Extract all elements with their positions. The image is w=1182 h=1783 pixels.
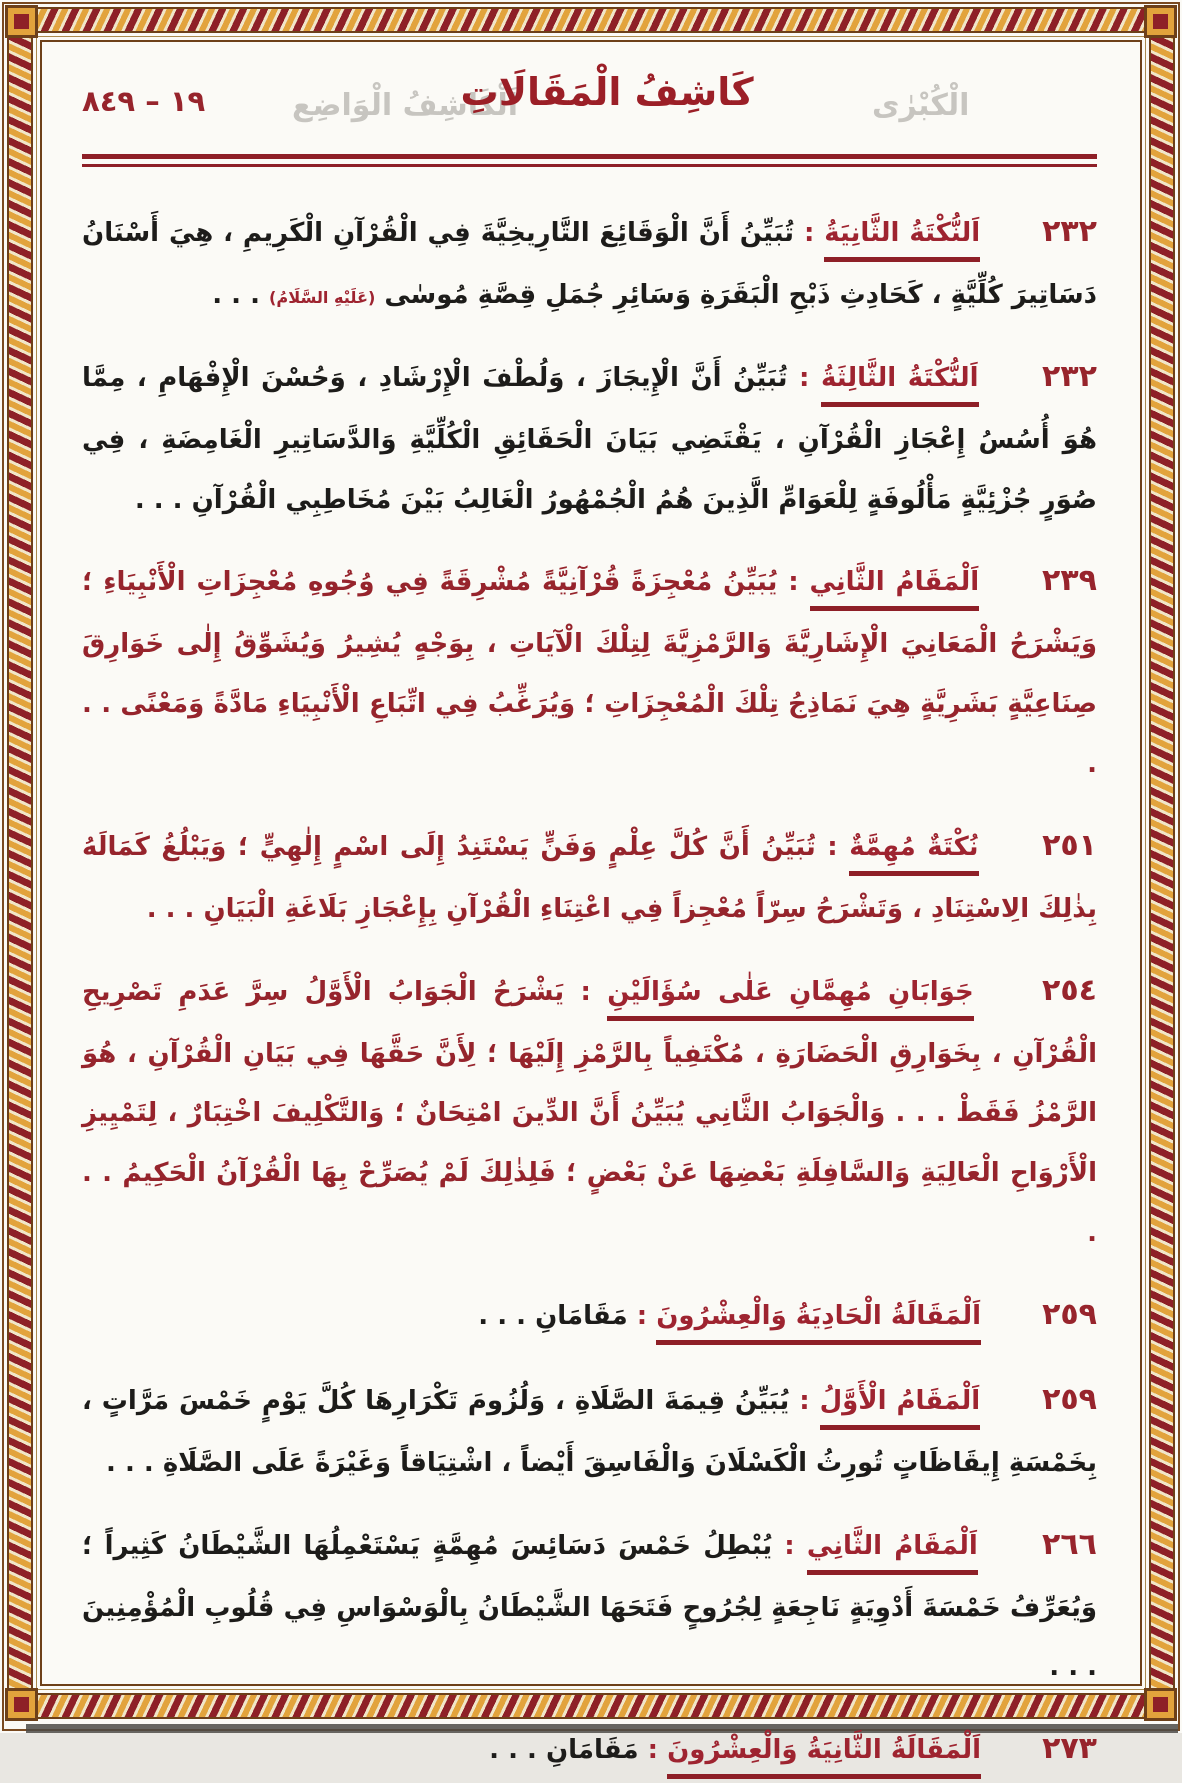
toc-entry	[82, 811, 1097, 940]
entry-number: ٢٣٩	[1042, 563, 1097, 599]
entry-colon: :	[787, 362, 821, 393]
entries-list	[82, 197, 1097, 1783]
entry-paragraph	[82, 342, 1097, 531]
entry-text-segment: يُبْطِلُ خَمْسَ دَسَائِسَ مُهِمَّةٍ يَسْتَعْمِلُهَا الشَّيْطَانُ كَثِيراً ؛ وَيُعَرِّفُ خَمْسَةَ أَدْوِيَةٍ نَاجِعَةٍ لِجُرُوحٍ فَتَحَهَا الشَّيْطَانُ بِالْوَسْوَاسِ فِي قُلُوبِ الْمُؤْمِنِينَ . . .	[82, 1530, 1097, 1683]
entry-paragraph	[82, 1280, 1097, 1349]
entry-text-segment: يُبَيِّنُ مُعْجِزَةً قُرْآنِيَّةً مُشْرِقَةً فِي وُجُوهِ مُعْجِزَاتِ الْأَنْبِيَاءِ ؛ وَيَشْرَحُ الْمَعَانِيَ الْإِشَارِيَّةَ وَالرَّمْزِيَّةَ لِتِلْكَ الْآيَاتِ ، بِوَجْهٍ يُشِيرُ وَيُشَوِّقُ إِلٰى خَوَارِقَ صِنَاعِيَّةٍ بَشَرِيَّةٍ هِيَ نَمَاذِجُ تِلْكَ الْمُعْجِزَاتِ ؛ وَيُرَغِّبُ فِي اتِّبَاعِ الْأَنْبِيَاءِ مَادَّةً وَمَعْنًى . . .	[82, 567, 1097, 779]
entry-colon: :	[627, 1300, 657, 1331]
toc-entry	[82, 956, 1097, 1264]
entry-paragraph	[82, 956, 1097, 1264]
entry-title: اَلْمَقَامُ الثَّانِي	[807, 1531, 978, 1575]
ornamental-border-top	[7, 7, 1175, 33]
entry-number: ٢٧٣	[1042, 1731, 1097, 1767]
page-header	[82, 58, 1097, 150]
entry-paragraph	[82, 1365, 1097, 1494]
entry-colon: :	[794, 218, 825, 248]
entry-title: اَلْمَقَامُ الثَّانِي	[810, 567, 980, 611]
toc-entry	[82, 546, 1097, 794]
entry-paragraph	[82, 811, 1097, 940]
toc-entry	[82, 1510, 1097, 1699]
entry-colon: :	[789, 1385, 820, 1416]
entry-colon: :	[638, 1735, 668, 1766]
ornamental-border-left	[7, 7, 33, 1719]
entry-colon: :	[777, 567, 810, 598]
toc-entry	[82, 197, 1097, 326]
entry-number: ٢٣٢	[1042, 214, 1097, 249]
toc-entry	[82, 1365, 1097, 1494]
entry-paragraph	[82, 1510, 1097, 1699]
entry-body	[478, 1301, 627, 1331]
entry-text-segment: مَقَامَانِ . . .	[478, 1300, 628, 1331]
entry-text-segment: يُبَيِّنُ قِيمَةَ الصَّلَاةِ ، وَلُزُومَ تَكْرَارِهَا كُلَّ يَوْمٍ خَمْسَ مَرَّاتٍ ، بِخَمْسَةِ إِيقَاظَاتٍ تُورِثُ الْكَسْلَانَ وَالْفَاسِقَ أَيْضاً ، اشْتِيَاقاً وَغَيْرَةً عَلَى الصَّلَاةِ . . .	[82, 1385, 1097, 1478]
entry-number: ٢٣٢	[1042, 358, 1097, 394]
page-content	[82, 58, 1097, 1767]
page-number: ١٩ – ٨٤٩	[82, 84, 206, 118]
entry-text-segment: مَقَامَانِ . . .	[489, 1735, 639, 1766]
entry-body	[489, 1735, 638, 1765]
entry-text-segment: تُبَيِّنُ أَنَّ كُلَّ عِلْمٍ وَفَنٍّ يَسْتَنِدُ إِلَى اسْمٍ إِلٰهِيٍّ ؛ وَيَبْلُغُ كَمَالَهُ بِذٰلِكَ الِاسْتِنَادِ ، وَتَشْرَحُ سِرّاً مُعْجِزاً فِي اعْتِنَاءِ الْقُرْآنِ بِإِعْجَازِ بَلَاغَةِ الْبَيَانِ . . .	[82, 831, 1097, 924]
header-rule-thick	[82, 154, 1097, 159]
ornamental-border-right	[1149, 7, 1175, 1719]
toc-entry	[82, 1714, 1097, 1783]
entry-paragraph	[82, 546, 1097, 794]
entry-number: ٢٦٦	[1042, 1526, 1097, 1562]
entry-paragraph	[82, 1714, 1097, 1783]
toc-entry	[82, 1280, 1097, 1349]
header-rule-thin	[82, 164, 1097, 167]
corner-ornament-icon	[5, 5, 38, 38]
entry-title: اَلنُّكْتَةُ الثَّانِيَةُ	[824, 218, 980, 262]
entry-text-segment: تُبَيِّنُ أَنَّ الْإِيجَازَ ، وَلُطْفَ الْإِرْشَادِ ، وَحُسْنَ الْإِفْهَامِ ، مِمَّا هُوَ أُسُسُ إِعْجَازِ الْقُرْآنِ ، يَقْتَضِي بَيَانَ الْحَقَائِقِ الْكُلِّيَّةِ وَالدَّسَاتِيرِ الْغَامِضَةِ ، فِي صُوَرٍ جُزْئِيَّةٍ مَأْلُوفَةٍ لِلْعَوَامِّ الَّذِينَ هُمُ الْجُمْهُورُ الْغَالِبُ بَيْنَ مُخَاطِبِي الْقُرْآنِ . . .	[82, 362, 1097, 515]
entry-colon: :	[564, 976, 608, 1007]
entry-colon: :	[772, 1530, 807, 1561]
corner-ornament-icon	[5, 1688, 38, 1721]
watermark-fragment: الْكُبْرٰى	[872, 88, 970, 123]
header-divider	[82, 154, 1097, 167]
toc-entry	[82, 342, 1097, 531]
entry-title: اَلْمَقَالَةُ الْحَادِيَةُ وَالْعِشْرُونَ	[656, 1301, 981, 1345]
entry-title: اَلْمَقَالَةُ الثَّانِيَةُ وَالْعِشْرُونَ	[667, 1735, 981, 1779]
entry-title: نُكْتَةٌ مُهِمَّةٌ	[849, 832, 978, 876]
entry-title: اَلْمَقَامُ الْأَوَّلُ	[820, 1386, 981, 1430]
entry-number: ٢٥٤	[1042, 972, 1097, 1008]
watermark-fragment: اَلْكَاشِفُ الْوَاضِع	[292, 88, 519, 123]
entry-text-segment: تُبَيِّنُ أَنَّ الْوَقَائِعَ التَّارِيخِيَّةَ فِي الْقُرْآنِ الْكَرِيمِ ، هِيَ أَسْنَانُ دَسَاتِيرَ كُلِّيَّةٍ ، كَحَادِثِ ذَبْحِ الْبَقَرَةِ وَسَائِرِ جُمَلِ قِصَّةِ مُوسٰى	[82, 218, 1097, 310]
entry-paragraph	[82, 197, 1097, 326]
honorific-mark: (عَلَيْهِ السَّلَامُ)	[269, 288, 376, 307]
entry-text-segment: . . .	[212, 280, 270, 310]
entry-number: ٢٥١	[1042, 827, 1097, 863]
entry-title: اَلنُّكْتَةُ الثَّالِثَةُ	[821, 363, 979, 407]
corner-ornament-icon	[1144, 1688, 1177, 1721]
entry-colon: :	[815, 831, 850, 862]
corner-ornament-icon	[1144, 5, 1177, 38]
entry-title: جَوَابَانِ مُهِمَّانِ عَلٰى سُؤَالَيْنِ	[607, 977, 974, 1021]
entry-text-segment: يَشْرَحُ الْجَوَابُ الْأَوَّلُ سِرَّ عَدَمِ تَصْرِيحِ الْقُرْآنِ ، بِخَوَارِقِ الْحَضَارَةِ ، مُكْتَفِياً بِالرَّمْزِ إِلَيْهَا ؛ لِأَنَّ حَقَّهَا فِي بَيَانِ الْقُرْآنِ ، هُوَ الرَّمْزُ فَقَطْ . . . وَالْجَوَابُ الثَّانِي يُبَيِّنُ أَنَّ الدِّينَ امْتِحَانٌ ؛ وَالتَّكْلِيفَ اخْتِبَارٌ ، لِتَمْيِيزِ الْأَرْوَاحِ الْعَالِيَةِ وَالسَّافِلَةِ بَعْضِهَا عَنْ بَعْضٍ ؛ فَلِذٰلِكَ لَمْ يُصَرِّحْ بِهَا الْقُرْآنُ الْحَكِيمُ . . .	[82, 976, 1097, 1248]
page-title: كَاشِفُ الْمَقَالَاتِ	[460, 70, 754, 114]
entry-number: ٢٥٩	[1042, 1296, 1097, 1332]
entry-number: ٢٥٩	[1042, 1381, 1097, 1417]
